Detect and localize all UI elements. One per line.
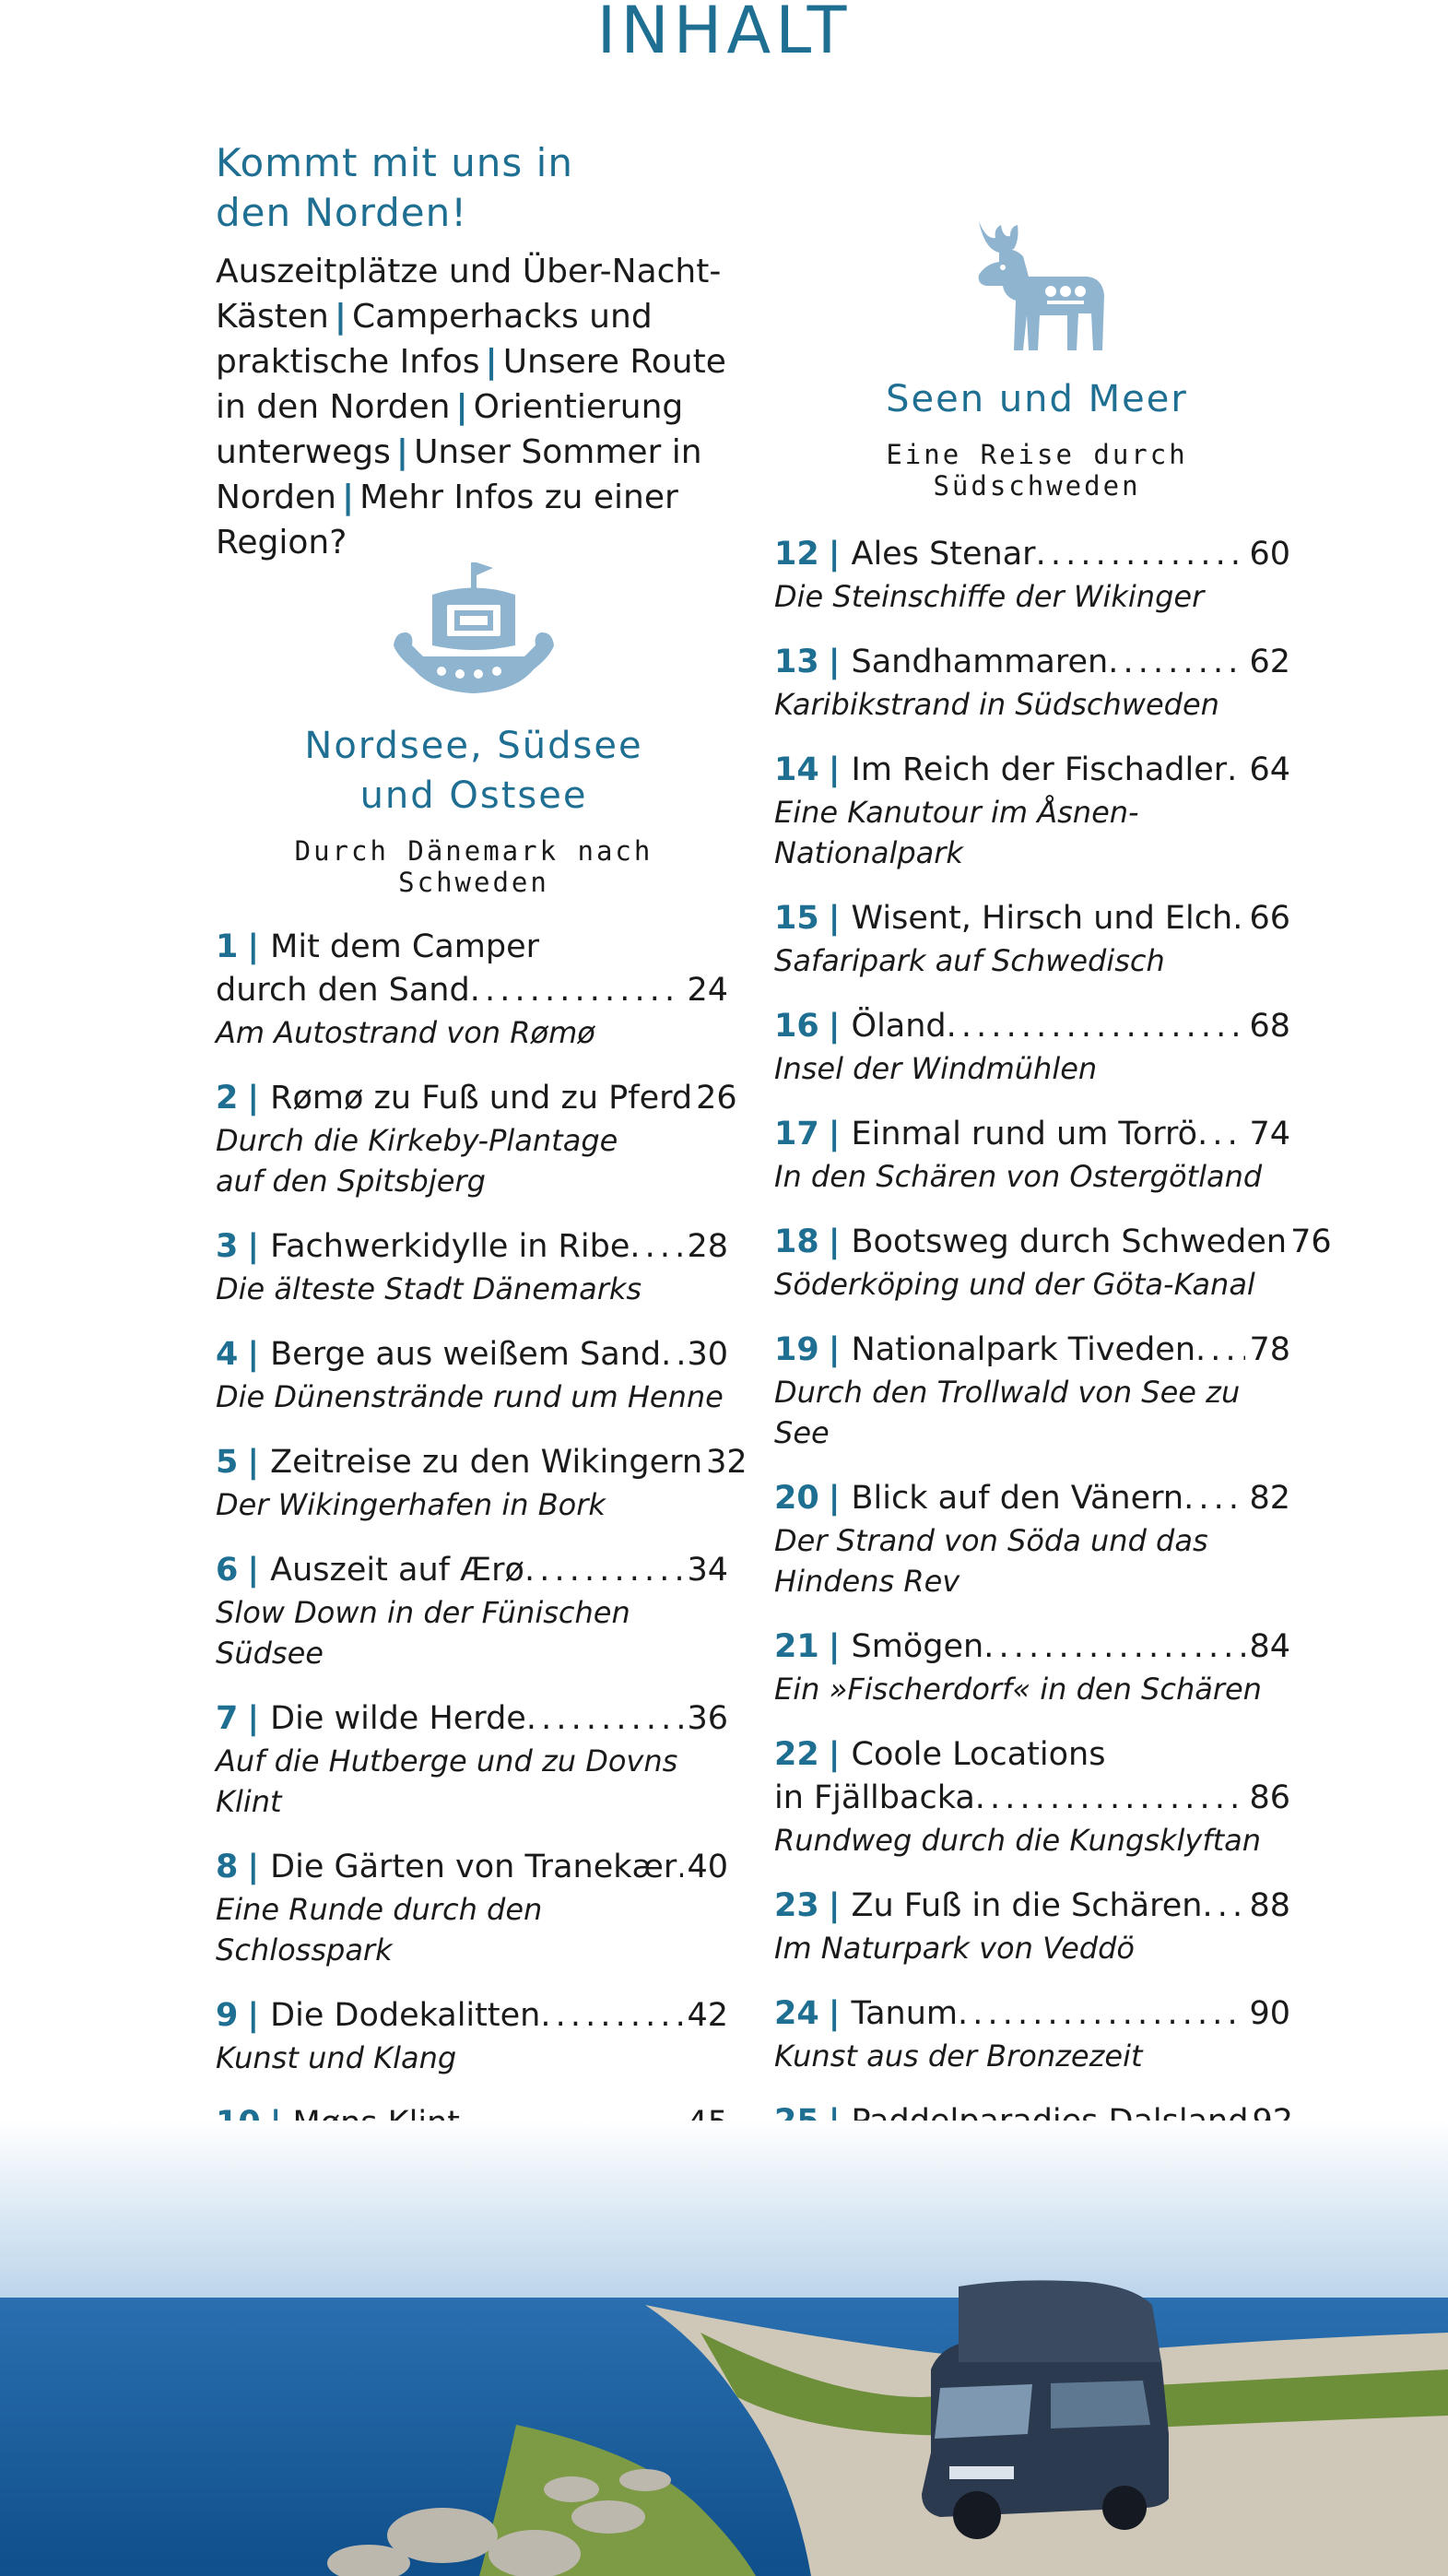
entry-number: 20	[774, 1480, 819, 1517]
entry-title: Smögen	[851, 1628, 984, 1665]
toc-entry[interactable]	[216, 1549, 728, 1673]
entry-number: 21	[774, 1628, 819, 1665]
entry-subtitle: Safaripark auf Schwedisch	[774, 943, 1165, 978]
entry-subtitle: Slow Down in der Fünischen Südsee	[216, 1595, 630, 1671]
toc-entry[interactable]	[774, 1113, 1290, 1197]
entry-number: 9	[216, 1997, 239, 2034]
entry-number: 7	[216, 1700, 239, 1737]
entry-subtitle: Kunst aus der Bronzezeit	[774, 2038, 1143, 2074]
entry-separator: |	[828, 644, 841, 680]
entry-title: Coole Locations	[851, 1736, 1106, 1773]
toc-entry[interactable]	[216, 1846, 728, 1970]
entry-title: Auszeit auf Ærø	[270, 1552, 524, 1589]
entry-subtitle: Auf die Hutberge und zu Dovns Klint	[216, 1743, 678, 1819]
entry-number: 16	[774, 1008, 819, 1045]
entry-number: 23	[774, 1887, 819, 1924]
toc-entry[interactable]	[774, 1477, 1290, 1601]
entry-number: 15	[774, 900, 819, 937]
leader-dots	[540, 1994, 683, 2038]
entry-title: in Fjällbacka	[774, 1779, 975, 1816]
intro-item: Unser Sommer in Norden	[216, 433, 702, 516]
entry-title: durch den Sand	[216, 972, 470, 1009]
toc-entry[interactable]	[774, 1005, 1290, 1089]
page-number: 26	[696, 1080, 737, 1117]
leader-dots	[975, 1777, 1246, 1820]
entry-number: 22	[774, 1736, 819, 1773]
toc-right	[774, 533, 1332, 2251]
toc-entry[interactable]	[774, 533, 1290, 617]
entry-subtitle: Durch die Kirkeby-Plantage	[216, 1123, 618, 1158]
entry-title: Nationalpark Tiveden	[851, 1331, 1196, 1368]
moose-icon	[959, 212, 1115, 360]
entry-title: Die Dodekalitten	[270, 1997, 541, 2034]
intro-heading-line2: den Norden!	[216, 190, 468, 235]
page-number: 42	[687, 1997, 728, 2034]
entry-subtitle: Eine Runde durch den Schlosspark	[216, 1892, 543, 1967]
toc-entry[interactable]	[216, 1225, 728, 1309]
entry-number: 3	[216, 1228, 239, 1265]
leader-dots	[526, 1697, 684, 1741]
entry-subtitle: Der Wikingerhafen in Bork	[216, 1487, 606, 1522]
entry-number: 24	[774, 1995, 819, 2032]
entry-number: 14	[774, 751, 819, 788]
entry-subtitle: Hindens Rev	[774, 1564, 960, 1599]
entry-title: Fachwerkidylle in Ribe	[270, 1228, 630, 1265]
toc-entry[interactable]	[774, 1625, 1290, 1709]
leader-dots	[947, 1005, 1246, 1048]
entry-separator: |	[828, 1480, 841, 1517]
section-head-1	[216, 553, 732, 898]
leader-dots	[1036, 533, 1246, 576]
intro-item: Auszeitplätze und Über-Nacht-Kästen	[216, 253, 722, 336]
entry-number: 18	[774, 1223, 819, 1260]
intro-item: Unsere Route in den Norden	[216, 343, 726, 426]
entry-number: 4	[216, 1336, 239, 1373]
entry-separator: |	[247, 1080, 260, 1117]
entry-title: Berge aus weißem Sand	[270, 1336, 662, 1373]
page-number: 32	[706, 1444, 748, 1481]
entry-title: Tanum	[851, 1995, 959, 2032]
entry-separator: |	[247, 928, 260, 965]
section1-subtitle: Durch Dänemark nach Schweden	[294, 835, 653, 898]
entry-number: 8	[216, 1849, 239, 1885]
leader-dots	[1197, 1113, 1245, 1156]
entry-title: Wisent, Hirsch und Elch	[851, 900, 1233, 937]
entry-subtitle: Der Strand von Söda und das	[774, 1523, 1208, 1558]
page-number: 64	[1249, 751, 1290, 788]
page-number: 24	[687, 972, 728, 1009]
entry-separator: |	[828, 1008, 841, 1045]
toc-entry[interactable]	[216, 1697, 728, 1822]
leader-dots	[661, 1333, 683, 1377]
entry-subtitle: Die Steinschiffe der Wikinger	[774, 579, 1205, 614]
entry-title: Im Reich der Fischadler	[851, 751, 1228, 788]
page-number: 28	[687, 1228, 728, 1265]
entry-subtitle: Karibikstrand in Südschweden	[774, 687, 1219, 722]
section2-title: Seen und Meer	[886, 378, 1188, 420]
entry-separator: |	[828, 751, 841, 788]
intro-text	[216, 249, 741, 565]
page-number: 30	[687, 1336, 728, 1373]
viking-ship-icon	[386, 553, 561, 710]
toc-entry[interactable]	[774, 749, 1290, 873]
toc-entry[interactable]	[216, 926, 728, 1053]
entry-subtitle: Die älteste Stadt Dänemarks	[216, 1271, 642, 1306]
entry-title: Sandhammaren	[851, 644, 1109, 680]
page-number: 84	[1249, 1628, 1290, 1665]
leader-dots	[1202, 1885, 1245, 1928]
entry-number: 1	[216, 928, 239, 965]
toc-entry[interactable]	[774, 641, 1290, 725]
leader-dots	[630, 1225, 683, 1269]
entry-title: Einmal rund um Torrö	[851, 1116, 1198, 1152]
entry-title: Mit dem Camper	[270, 928, 540, 965]
leader-dots	[470, 969, 684, 1012]
entry-separator: |	[828, 1887, 841, 1924]
entry-separator: |	[247, 1849, 260, 1885]
page-title: INHALT	[596, 0, 852, 68]
page-number: 86	[1249, 1779, 1290, 1816]
page-number: 90	[1249, 1995, 1290, 2032]
leader-dots	[1232, 897, 1245, 940]
entry-subtitle: auf den Spitsbjerg	[216, 1164, 486, 1199]
entry-subtitle: In den Schären von Ostergötland	[774, 1159, 1263, 1194]
page-number: 76	[1290, 1223, 1332, 1260]
entry-separator: |	[247, 1336, 260, 1373]
entry-separator: |	[247, 1997, 260, 2034]
page-number: 82	[1249, 1480, 1290, 1517]
page-number: 78	[1249, 1331, 1290, 1368]
entry-subtitle: Rundweg durch die Kungsklyftan	[774, 1823, 1262, 1858]
page-number: 66	[1249, 900, 1290, 937]
intro-item: Mehr Infos zu einer Region?	[216, 479, 678, 561]
leader-dots	[1108, 641, 1245, 684]
toc-entry[interactable]	[774, 1992, 1290, 2076]
entry-title: Die wilde Herde	[270, 1700, 526, 1737]
entry-separator: |	[247, 1228, 260, 1265]
entry-title: Öland	[851, 1008, 947, 1045]
page-number: 34	[687, 1552, 728, 1589]
entry-number: 5	[216, 1444, 239, 1481]
toc-entry[interactable]	[216, 1333, 728, 1417]
page-number: 88	[1249, 1887, 1290, 1924]
leader-dots	[1195, 1329, 1245, 1372]
entry-number: 6	[216, 1552, 239, 1589]
entry-title: Rømø zu Fuß und zu Pferd	[270, 1080, 693, 1117]
entry-subtitle: Ein »Fischerdorf« in den Schären	[774, 1672, 1262, 1707]
intro-separator: |	[395, 433, 409, 471]
leader-dots	[983, 1625, 1245, 1669]
intro-block	[216, 138, 741, 565]
toc-entry[interactable]	[774, 1329, 1290, 1453]
entry-separator: |	[828, 900, 841, 937]
entry-separator: |	[828, 1331, 841, 1368]
section1-title-line1: Nordsee, Südsee	[304, 725, 643, 767]
intro-item: Camperhacks und praktische Infos	[216, 298, 653, 381]
page-number: 60	[1249, 536, 1290, 573]
page-number: 74	[1249, 1116, 1290, 1152]
entry-title: Die Gärten von Tranekær	[270, 1849, 677, 1885]
leader-dots	[1227, 749, 1245, 792]
entry-title: Zu Fuß in die Schären	[851, 1887, 1203, 1924]
entry-separator: |	[247, 1700, 260, 1737]
section1-title-line2: und Ostsee	[359, 774, 588, 817]
entry-number: 12	[774, 536, 819, 573]
page-number: 62	[1249, 644, 1290, 680]
section-head-2	[774, 212, 1300, 502]
entry-subtitle: Eine Kanutour im Åsnen-Nationalpark	[774, 795, 1139, 870]
coast-camper-photo	[0, 2121, 1448, 2576]
entry-subtitle: Am Autostrand von Rømø	[216, 1015, 595, 1050]
page-number: 40	[687, 1849, 728, 1885]
entry-subtitle: Durch den Trollwald von See zu See	[774, 1375, 1241, 1450]
section2-subtitle: Eine Reise durch Südschweden	[886, 439, 1188, 502]
entry-separator: |	[828, 536, 841, 573]
entry-separator: |	[247, 1444, 260, 1481]
toc-entry[interactable]	[774, 1885, 1290, 1968]
intro-separator: |	[334, 298, 347, 336]
intro-separator: |	[485, 343, 498, 381]
intro-separator: |	[455, 388, 468, 426]
entry-number: 13	[774, 644, 819, 680]
entry-separator: |	[828, 1116, 841, 1152]
entry-separator: |	[828, 1628, 841, 1665]
entry-subtitle: Kunst und Klang	[216, 2040, 457, 2075]
entry-subtitle: Die Dünenstrände rund um Henne	[216, 1379, 724, 1414]
entry-number: 19	[774, 1331, 819, 1368]
entry-subtitle: Insel der Windmühlen	[774, 1051, 1098, 1086]
entry-subtitle: Im Naturpark von Veddö	[774, 1931, 1135, 1966]
camper-van-image	[922, 2280, 1169, 2539]
intro-separator: |	[341, 479, 355, 516]
entry-separator: |	[828, 1995, 841, 2032]
toc-entry[interactable]	[774, 897, 1290, 981]
intro-heading	[216, 138, 741, 238]
page-number: 68	[1249, 1008, 1290, 1045]
entry-title: Ales Stenar	[851, 536, 1036, 573]
entry-title: Zeitreise zu den Wikingern	[270, 1444, 703, 1481]
entry-separator: |	[828, 1736, 841, 1773]
entry-separator: |	[247, 1552, 260, 1589]
entry-title: Blick auf den Vänern	[851, 1480, 1184, 1517]
intro-heading-line1: Kommt mit uns in	[216, 140, 573, 185]
toc-entry[interactable]	[216, 1077, 737, 1201]
entry-number: 17	[774, 1116, 819, 1152]
page-number: 36	[687, 1700, 728, 1737]
entry-separator: |	[828, 1223, 841, 1260]
leader-dots	[958, 1992, 1245, 2036]
leader-dots	[1183, 1477, 1245, 1520]
toc-entry[interactable]	[774, 1221, 1332, 1305]
entry-number: 2	[216, 1080, 239, 1117]
intro-item: Orientierung unterwegs	[216, 388, 684, 471]
toc-entry[interactable]	[216, 1441, 748, 1525]
toc-entry[interactable]	[216, 1994, 728, 2078]
toc-entry[interactable]	[774, 1733, 1290, 1861]
leader-dots	[677, 1846, 683, 1889]
entry-title: Bootsweg durch Schweden	[851, 1223, 1288, 1260]
entry-subtitle: Söderköping und der Göta-Kanal	[774, 1267, 1255, 1302]
leader-dots	[524, 1549, 683, 1592]
